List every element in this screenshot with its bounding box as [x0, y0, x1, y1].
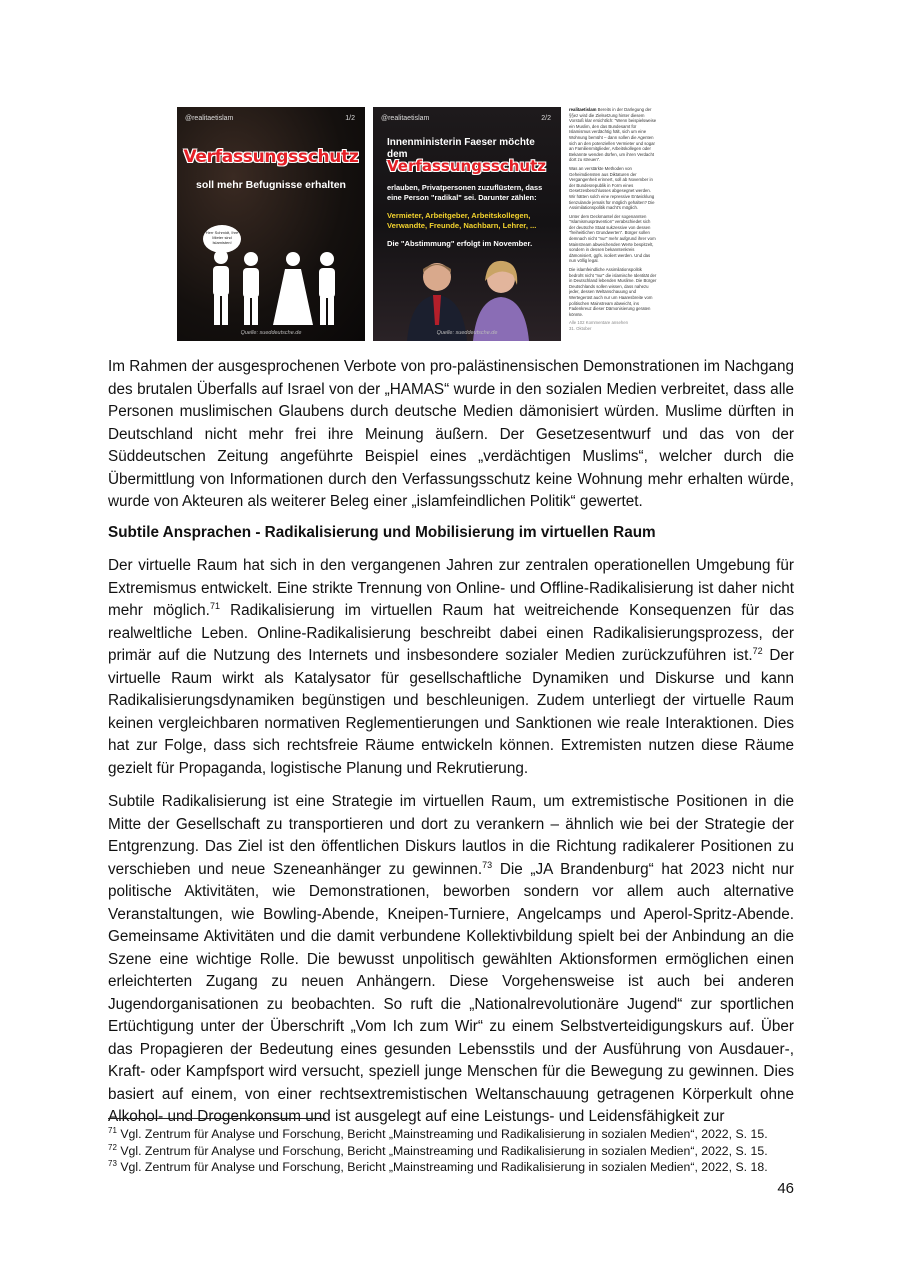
slide-body: erlauben, Privatpersonen zuzuflüstern, dass eine Person "radikal" sei. Darunter zählen:	[387, 183, 543, 202]
caption-author: realitaetislam	[569, 107, 597, 112]
paragraph-3	[108, 791, 794, 1129]
page-number: 46	[777, 1180, 794, 1197]
image-source: Quelle: sueddeutsche.de	[436, 330, 498, 336]
slide-subtitle: soll mehr Befugnisse erhalten	[196, 179, 346, 191]
footnote-71	[108, 1126, 798, 1143]
footnote-72	[108, 1143, 798, 1160]
slide-counter: 2/2	[541, 115, 551, 122]
paragraph-text: Subtile Radikalisierung ist eine Strategie im virtuellen Raum, um extremistische Positionen in die Mitte der Gesellschaft zu transportieren und dort zu verankern – ähnlich wie bei der Strategie der Entgrenzung. Das Ziel ist den öffentlichen Diskurs lautlos in die Richtung radikalerer Positionen zu verschieben und neue Szeneanhänger zu gewinnen.	[108, 793, 794, 878]
caption-paragraph: Bereits in der Darlegung der §§ez wird die Zielsetzung hinter diesem Vorstoß klar ersichtlich: "Wenn beispielsweise ein Muslim, den das Bundesamt für Islamismus verdächtig hält, sich um eine Wohnung bemüht – dann sollen die Agenten sich an den potenziellen Vermieter und sogar an Familienmitglieder, Arbeitskollegen oder Bekannte wenden dürfen, um ihren Verdacht dort zu streuen".	[569, 107, 657, 163]
footnote-number: 72	[108, 1142, 117, 1152]
paragraph-text: Der virtuelle Raum hat sich in den vergangenen Jahren zur zentralen operationellen Umgebung für Extremismus entwickelt. Eine strikte Trennung von Online- und Offline-Radikalisierung ist daher nicht mehr möglich.	[108, 557, 794, 619]
people-pictogram-illustration	[205, 247, 355, 329]
instagram-slide-1	[177, 107, 365, 341]
paragraph-text: Die „JA Brandenburg“ hat 2023 nicht nur politische Aktivitäten, wie Demonstrationen, beworben sondern vor allem auch alternative Veranstaltungen, wie Bowling-Abende, Kneipen-Turniere, Angelcamps und Aperol-Spritz-Abende. Gemeinsame Aktivitäten und die damit verbundene Kollektivbildung spielt bei der Anbindung an die Szene eine wichtige Rolle. Die bewusst unpolitisch gewählten Aktionsformen ermöglichen einen erleichterten Zugang zu neuen Anhängern. Diese Vorgehensweise ist auch bei anderen Jugendorganisationen zu beobachten. So ruft die „Nationalrevolutionäre Jugend“ zur sportlichen Ertüchtigung unter der Überschrift „Vom Ich zum Wir“ zu einem Selbstverteidigungskurs auf. Über das Propagieren der Bedeutung eines gesunden Lebensstils und der Ausführung von Ausdauer-, Kraft- oder Kampfsport wird versucht, speziell junge Menschen für die Bewegung zu gewinnen. Dies basiert auf einem, von einer rechtsextremistischen Weltanschauung getragenen Körperkult ohne Alkohol- und Drogenkonsum und ist ausgelegt auf eine Leistungs- und Leidensfähigkeit zur	[108, 860, 794, 1125]
slide-vote-note: Die "Abstimmung" erfolgt im November.	[387, 239, 533, 248]
caption-paragraph: Was an verstärkte Methoden von Geheimdiensten aus Diktaturen der Vergangenheit erinnert, soll ab November in der Bundesrepublik in Form eines Gesetzesbeschlusses abgesegnet werden. Wir hätten solch eine repressive Entwicklung tienzulande jemals für möglich gehalten? Die Assimilationspolitik macht's möglich.	[569, 165, 655, 211]
caption-paragraph: Unter dem Deckmantel der sogenannten "Islamismusprävention" verabschiedet sich der deutsche Staat sukzessive von dessen "freiheitlichen Grundwerten". Bürger sollen demnach nicht "nur" mehr aufgrund ihrer vom Mainstream abweichenden Werte bespitzelt, sondern in dessen bekanntenkreis dämonisiert, ggfs. isoliert werden. Und das nun völlig legal.	[569, 213, 656, 264]
footnote-number: 73	[108, 1158, 117, 1168]
section-heading: Subtile Ansprachen - Radikalisierung und Mobilisierung im virtuellen Raum	[108, 524, 656, 541]
paragraph-text: Der virtuelle Raum wirkt als Katalysator für gesellschaftliche Dynamiken und Diskurse und kann Radikalisierungsdynamiken begünstigen und beschleunigen. Zudem unterliegt der virtuelle Raum keinen vergleichbaren normativen Reglementierungen und Sanktionen wie reale Interaktionen. Dies hat zur Folge, dass sich rechtsfreie Räume entwickeln können. Extremisten nutzen diese Räume gezielt für Propaganda, logistische Planung und Rekrutierung.	[108, 647, 794, 777]
slide-title: Verfassungsschutz	[183, 147, 359, 167]
instagram-caption	[569, 107, 657, 341]
instagram-handle: @realitaetislam	[185, 115, 234, 122]
paragraph-1: Im Rahmen der ausgesprochenen Verbote von pro-palästinensischen Demonstrationen im Nachgang des brutalen Überfalls auf Israel von der „HAMAS“ wurde in den sozialen Medien verbreitet, dass alle Personen muslimischen Glaubens durch deutsche Medien dämonisiert würden. Muslime dürften in Deutschland nicht mehr frei ihre Meinung äußern. Der Gesetzesentwurf und das von der Süddeutschen Zeitung angeführte Beispiel eines „verdächtigen Muslims“, welcher durch die Übermittlung von Informationen durch den Verfassungsschutz keine Wohnung mehr erhalten würde, wurde von Akteuren als weiterer Beleg einer „islamfeindlichen Politik“ gewertet.	[108, 358, 794, 510]
speech-bubble: Herr Schmidt, Ihre Mieter sind Islamisten!	[203, 225, 241, 253]
comments-link: Alle 102 Kommentare ansehen	[569, 320, 629, 326]
footnotes	[108, 1126, 798, 1176]
footnote-ref-71: 71	[209, 600, 220, 611]
footnote-text: Vgl. Zentrum für Analyse und Forschung, Bericht „Mainstreaming und Radikalisierung in sozialen Medien“, 2022, S. 15.	[116, 1127, 768, 1141]
post-date: 31. Oktober	[569, 325, 592, 331]
footnote-divider	[108, 1118, 326, 1119]
politicians-photo-illustration	[389, 255, 549, 341]
slide-title-line1: Innenministerin Faeser möchte dem	[387, 137, 535, 160]
image-source: Quelle: sueddeutsche.de	[240, 330, 302, 336]
slide-list: Vermieter, Arbeitgeber, Arbeitskollegen, Verwandte, Freunde, Nachbarn, Lehrer, ...	[387, 211, 537, 230]
slide-title-line2: Verfassungsschutz	[387, 157, 546, 175]
footnote-73	[108, 1159, 798, 1176]
slide-counter: 1/2	[345, 115, 355, 122]
instagram-slide-2	[373, 107, 561, 341]
footnote-number: 71	[108, 1125, 117, 1135]
footnote-text: Vgl. Zentrum für Analyse und Forschung, Bericht „Mainstreaming und Radikalisierung in sozialen Medien“, 2022, S. 18.	[116, 1160, 768, 1174]
caption-paragraph: Die islamfeindliche Assimilationspolitik bedroht nicht "nur" die islamische Identität der in Deutschland lebenden Muslime. Die Bürger Deutschlands sollen wissen, dass nahezu jeder, dessen Weltanschauung und Wertegerüst auch nur um Haaresbreite vom politischen Mainstream abweicht, ins Fadenkreuz dieser Dämonisierung geraten könnte.	[569, 267, 657, 317]
footnote-ref-72: 72	[752, 645, 763, 656]
instagram-handle: @realitaetislam	[381, 115, 430, 122]
footnote-ref-73: 73	[482, 859, 493, 870]
paragraph-text: Radikalisierung im virtuellen Raum hat weitreichende Konsequenzen für das realweltliche Leben. Online-Radikalisierung beschreibt dabei einen Radikalisierungsprozess, der primär auf die Nutzung des Internets und insbesondere sozialer Medien zurückzuführen ist.	[108, 602, 795, 664]
paragraph-2	[108, 555, 794, 780]
footnote-text: Vgl. Zentrum für Analyse und Forschung, Bericht „Mainstreaming und Radikalisierung in sozialen Medien“, 2022, S. 15.	[116, 1143, 768, 1158]
social-media-figure	[177, 107, 657, 341]
